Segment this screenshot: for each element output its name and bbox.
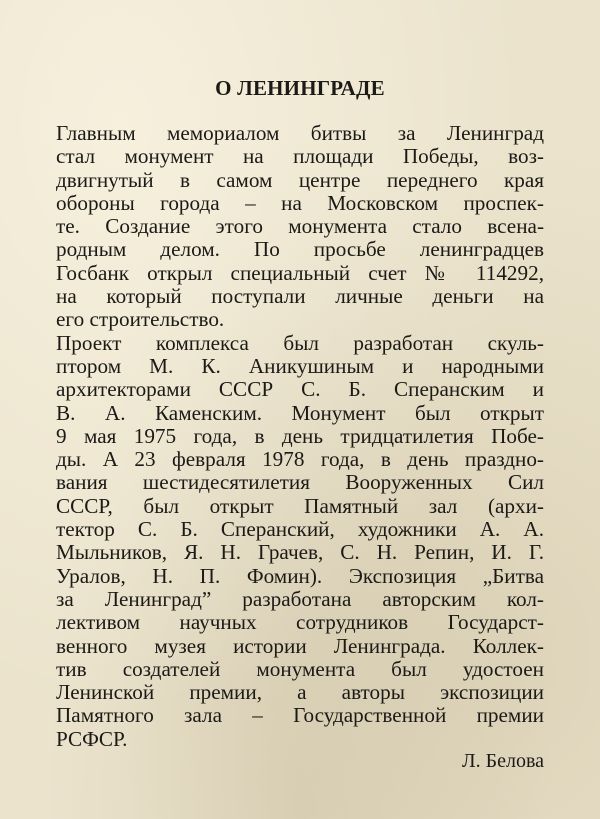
body-line: обороны города – на Московском проспек- (56, 190, 544, 215)
body-line: РСФСР. (56, 726, 128, 751)
body-line: Памятного зала – Государственной премии (56, 703, 544, 728)
body-line: стал монумент на площади Победы, воз- (56, 144, 544, 169)
body-line: тектор С. Б. Сперанский, художники А. А. (56, 517, 544, 542)
body-line: двигнутый в самом центре переднего края (56, 167, 544, 192)
body-line: венного музея истории Ленинграда. Коллек- (56, 633, 544, 658)
body-line: птором М. К. Аникушиным и народными (56, 353, 544, 378)
body-line: Главным мемориалом битвы за Ленинград (56, 121, 544, 145)
body-line: СССР, был открыт Памятный зал (архи- (56, 493, 544, 518)
body-line: тив создателей монумента был удостоен (56, 656, 544, 681)
body-line: вания шестидесятилетия Вооруженных Сил (56, 470, 544, 495)
article-body (56, 122, 544, 751)
article-title: О ЛЕНИНГРАДЕ (215, 76, 385, 100)
body-line: Уралов, Н. П. Фомин). Экспозиция „Битва (56, 563, 544, 588)
body-line: родным делом. По просьбе ленинградцев (56, 237, 544, 262)
body-line: Ленинской премии, а авторы экспозиции (56, 680, 544, 705)
body-line: архитекторами СССР С. Б. Сперанским и (56, 377, 544, 402)
author-signature: Л. Белова (462, 750, 544, 772)
body-line: на который поступали личные деньги на (56, 284, 544, 309)
body-line: Госбанк открыл специальный счет № 114292, (56, 260, 544, 285)
body-line: за Ленинград” разработана авторским кол- (56, 586, 544, 611)
body-line: ды. А 23 февраля 1978 года, в день праздно- (56, 447, 544, 472)
body-line: 9 мая 1975 года, в день тридцатилетия Побе- (56, 423, 544, 448)
body-line: Мыльников, Я. Н. Грачев, С. Н. Репин, И. Г. (56, 540, 544, 565)
body-line: его строительство. (56, 307, 225, 332)
body-line: те. Создание этого монумента стало всена- (56, 214, 544, 239)
body-line: лективом научных сотрудников Государст- (56, 610, 544, 635)
body-line: В. А. Каменским. Монумент был открыт (56, 400, 544, 425)
body-line: Проект комплекса был разработан скуль- (56, 330, 544, 355)
